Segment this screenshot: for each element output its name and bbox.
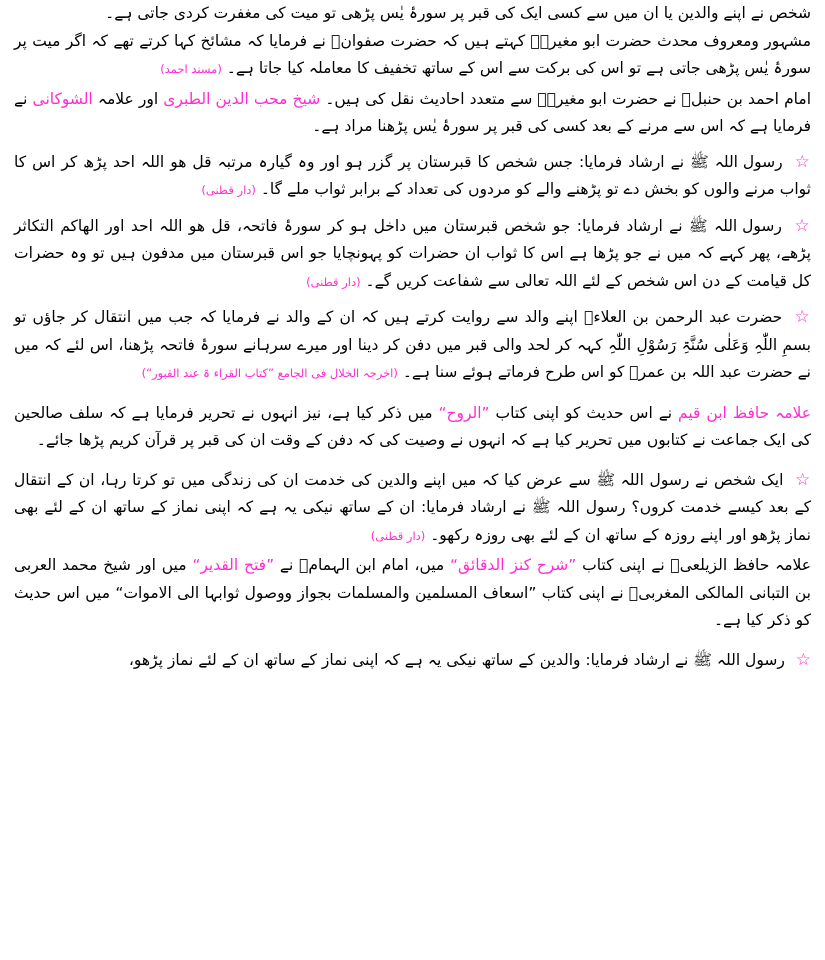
star-icon: ☆ [794, 307, 811, 327]
abu-mughira-text: مشہور ومعروف محدث حضرت ابو مغیرہؒ کہتے ہیں کہ حضرت صفوانؒ نے فرمایا کہ مشائخ کہا کرتے تھے کہ اگر میت پر سورۂ یٰس پڑھی جاتی ہے تو اس کی برکت سے اس کے ساتھ تخفیف کا معاملہ کیا جاتا ہے۔ [14, 31, 811, 77]
ibn-qayyim-text-end: میں ذکر کیا ہے، نیز انہوں نے تحریر فرمایا ہے کہ سلف صالحین کی ایک جماعت نے کتابوں میں تحریر کیا ہے کہ انہوں نے وصیت کی کہ دفن کے وقت ان کی قبر پر قرآن کریم پڑھا جائے۔ [14, 403, 811, 449]
star-icon: ☆ [794, 215, 812, 236]
hadith-text: رسول اللہ ﷺ نے ارشاد فرمایا: جس شخص کا قبرستان پر گزر ہو اور وہ گیارہ مرتبہ قل ھو اللہ احد پڑھ کر اس کا ثواب مرنے والوں کو بخش دے تو پڑھنے والے کو مردوں کی تعداد کے برابر ثواب ملے گا۔ [14, 152, 811, 198]
star-icon: ☆ [795, 469, 811, 490]
hadith-text: رسول اللہ ﷺ نے ارشاد فرمایا: والدین کے ساتھ نیکی یہ ہے کہ اپنی نماز کے ساتھ ان کے لئے نماز پڑھو، [128, 650, 785, 669]
book-title-kanz: ”شرح کنز الدقائق“ [450, 556, 577, 574]
zailai-text-end: میں اور شیخ محمد العربی بن التبانی المالکی المغربیؒ نے اپنی کتاب ”اسعاف المسلمین والمسلمات بجواز ووصول ثوابہا الی الاموات“ میں اس حدیث کو ذکر کیا ہے۔ [14, 556, 811, 629]
ibn-qayyim-text: نے اس حدیث کو اپنی کتاب [495, 403, 673, 422]
reference-khallal: (اخرجہ الخلال فی الجامع ”کتاب القراء ۃ عند القبور“) [141, 366, 398, 380]
imam-ahmad-paragraph [14, 86, 811, 141]
book-title-fath-al-qadir: ”فتح القدیر“ [192, 556, 275, 574]
hadith-1 [14, 149, 811, 205]
hadith-4 [14, 467, 811, 551]
reference-daraqutni: (دار قطنی) [370, 528, 426, 543]
connector-text: اور علامہ [97, 89, 159, 108]
scholar-name-ibn-qayyim: علامہ حافظ ابن قیم [678, 403, 811, 422]
book-title-al-ruh: ”الروح“ [438, 403, 490, 422]
abu-mughira-paragraph [14, 28, 811, 84]
reference-daraqutni: (دار قطنی) [306, 274, 361, 289]
zailai-paragraph [14, 552, 811, 635]
scholar-name-tabari: شیخ محب الدین الطبری [163, 89, 321, 108]
hadith-text: ایک شخص نے رسول اللہ ﷺ سے عرض کیا کہ میں اپنے والدین کی خدمت ان کی زندگی میں تو کرتا رہا، ان کے انتقال کے بعد کیسے خدمت کروں؟ رسول اللہ ﷺ نے ارشاد فرمایا: ان کے ساتھ نیکی یہ ہے کہ اپنی نماز کے ساتھ ان کے لئے بھی نماز پڑھو اور اپنے روزہ کے ساتھ ان کے لئے بھی روزہ رکھو۔ [14, 470, 811, 544]
star-icon: ☆ [794, 151, 811, 172]
intro-line: شخص نے اپنے والدین یا ان میں سے کسی ایک کی قبر پر سورۂ یٰس پڑھی تو میت کی مغفرت کردی جاتی ہے۔ [105, 4, 811, 22]
imam-ahmad-text-end: نے فرمایا ہے کہ اس سے مرنے کے بعد کسی کی قبر پر سورۂ یٰس پڑھنا مراد ہے۔ [14, 89, 811, 135]
hadith-text: رسول اللہ ﷺ نے ارشاد فرمایا: جو شخص قبرستان میں داخل ہو کر سورۂ فاتحہ، قل ھو اللہ احد اور الھاکم التکاثر پڑھے، پھر کہے کہ میں نے جو پڑھا ہے اس کا ثواب ان حضرات کو پہونچایا جو اس قبرستان میں مدفون ہیں تو وہ حضرات کل قیامت کے دن اس شخص کے لئے اللہ تعالی سے شفاعت کریں گے۔ [14, 216, 811, 290]
hadith-3 [14, 304, 811, 388]
reference-daraqutni: (دار قطنی) [201, 183, 256, 197]
hadith-2 [14, 213, 811, 297]
star-icon: ☆ [795, 649, 811, 670]
intro-paragraph [14, 0, 811, 28]
reference-musnad-ahmad: (مسند احمد) [160, 62, 222, 76]
scholar-name-shawkani: الشوکانی [32, 89, 93, 108]
document-page [14, 0, 811, 960]
hadith-5 [14, 647, 811, 675]
ibn-qayyim-paragraph [14, 400, 811, 455]
hadith-text: حضرت عبد الرحمن بن العلاءؒ اپنے والد سے روایت کرتے ہیں کہ ان کے والد نے فرمایا کہ جب میں انتقال کر جاؤں تو بسمِ اللّٰہِ وَعَلٰی سُنَّۃِ رَسُوْلِ اللّٰہِ کہہ کر لحد والی قبر میں دفن کر دینا اور میرے سرہانے سورۂ فاتحہ پڑھنا، اس لئے کہ میں نے حضرت عبد اللہ بن عمرؓ کو اس طرح فرماتے ہوئے سنا ہے۔ [14, 308, 811, 381]
imam-ahmad-text: امام احمد بن حنبلؒ نے حضرت ابو مغیرہؒ سے متعدد احادیث نقل کی ہیں۔ [325, 89, 812, 108]
zailai-text: علامہ حافظ الزیلعیؒ نے اپنی کتاب [582, 556, 811, 574]
zailai-text-mid: میں، امام ابن الہمامؒ نے [279, 556, 445, 574]
